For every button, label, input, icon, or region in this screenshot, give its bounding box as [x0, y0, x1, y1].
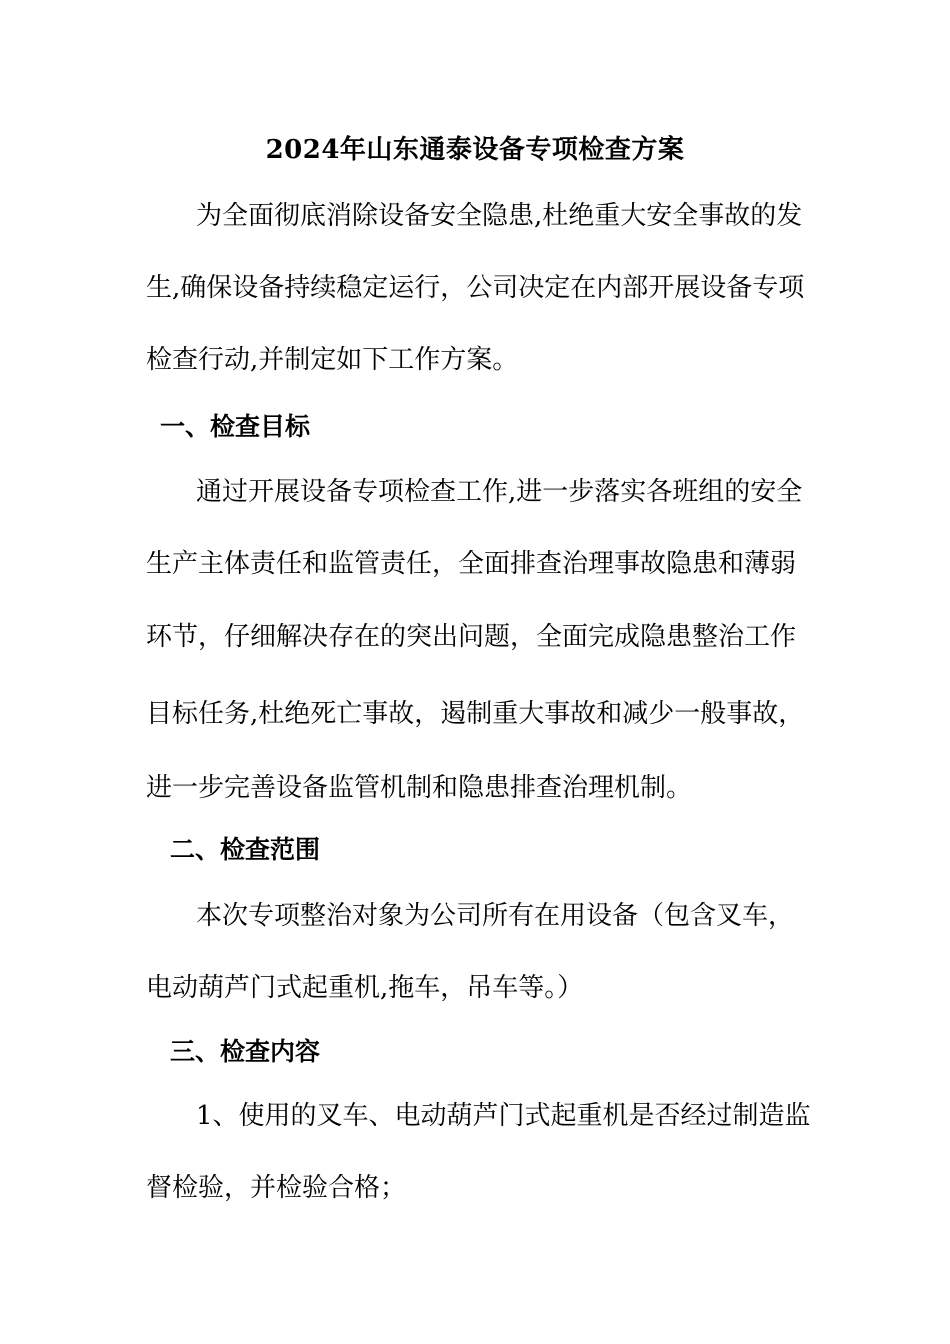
section-2-heading: 二、检查范围 [170, 835, 321, 864]
intro-line-1: 为全面彻底消除设备安全隐患,杜绝重大安全事故的发 [196, 201, 803, 231]
section-3-heading: 三、检查内容 [170, 1037, 321, 1066]
section-2-line-1: 本次专项整治对象为公司所有在用设备（包含叉车， [196, 901, 795, 931]
section-3-line-1: 1、使用的叉车、电动葫芦门式起重机是否经过制造监 [196, 1101, 811, 1131]
intro-line-3: 检查行动,并制定如下工作方案。 [146, 345, 519, 375]
intro-line-2: 生,确保设备持续稳定运行，公司决定在内部开展设备专项 [146, 273, 805, 303]
section-1-line-1: 通过开展设备专项检查工作,进一步落实各班组的安全 [196, 477, 803, 507]
document-title: 2024年山东通泰设备专项检查方案 [265, 135, 685, 165]
section-3-line-2: 督检验，并检验合格； [146, 1173, 407, 1203]
section-2-line-2: 电动葫芦门式起重机,拖车，吊车等。） [146, 973, 584, 1003]
section-1-heading: 一、检查目标 [160, 412, 311, 441]
section-1-line-4: 目标任务,杜绝死亡事故，遏制重大事故和减少一般事故， [146, 699, 805, 729]
section-1-line-5: 进一步完善设备监管机制和隐患排查治理机制。 [146, 773, 693, 803]
section-1-line-3: 环节，仔细解决存在的突出问题，全面完成隐患整治工作 [146, 622, 797, 652]
section-1-line-2: 生产主体责任和监管责任，全面排查治理事故隐患和薄弱 [146, 549, 797, 579]
